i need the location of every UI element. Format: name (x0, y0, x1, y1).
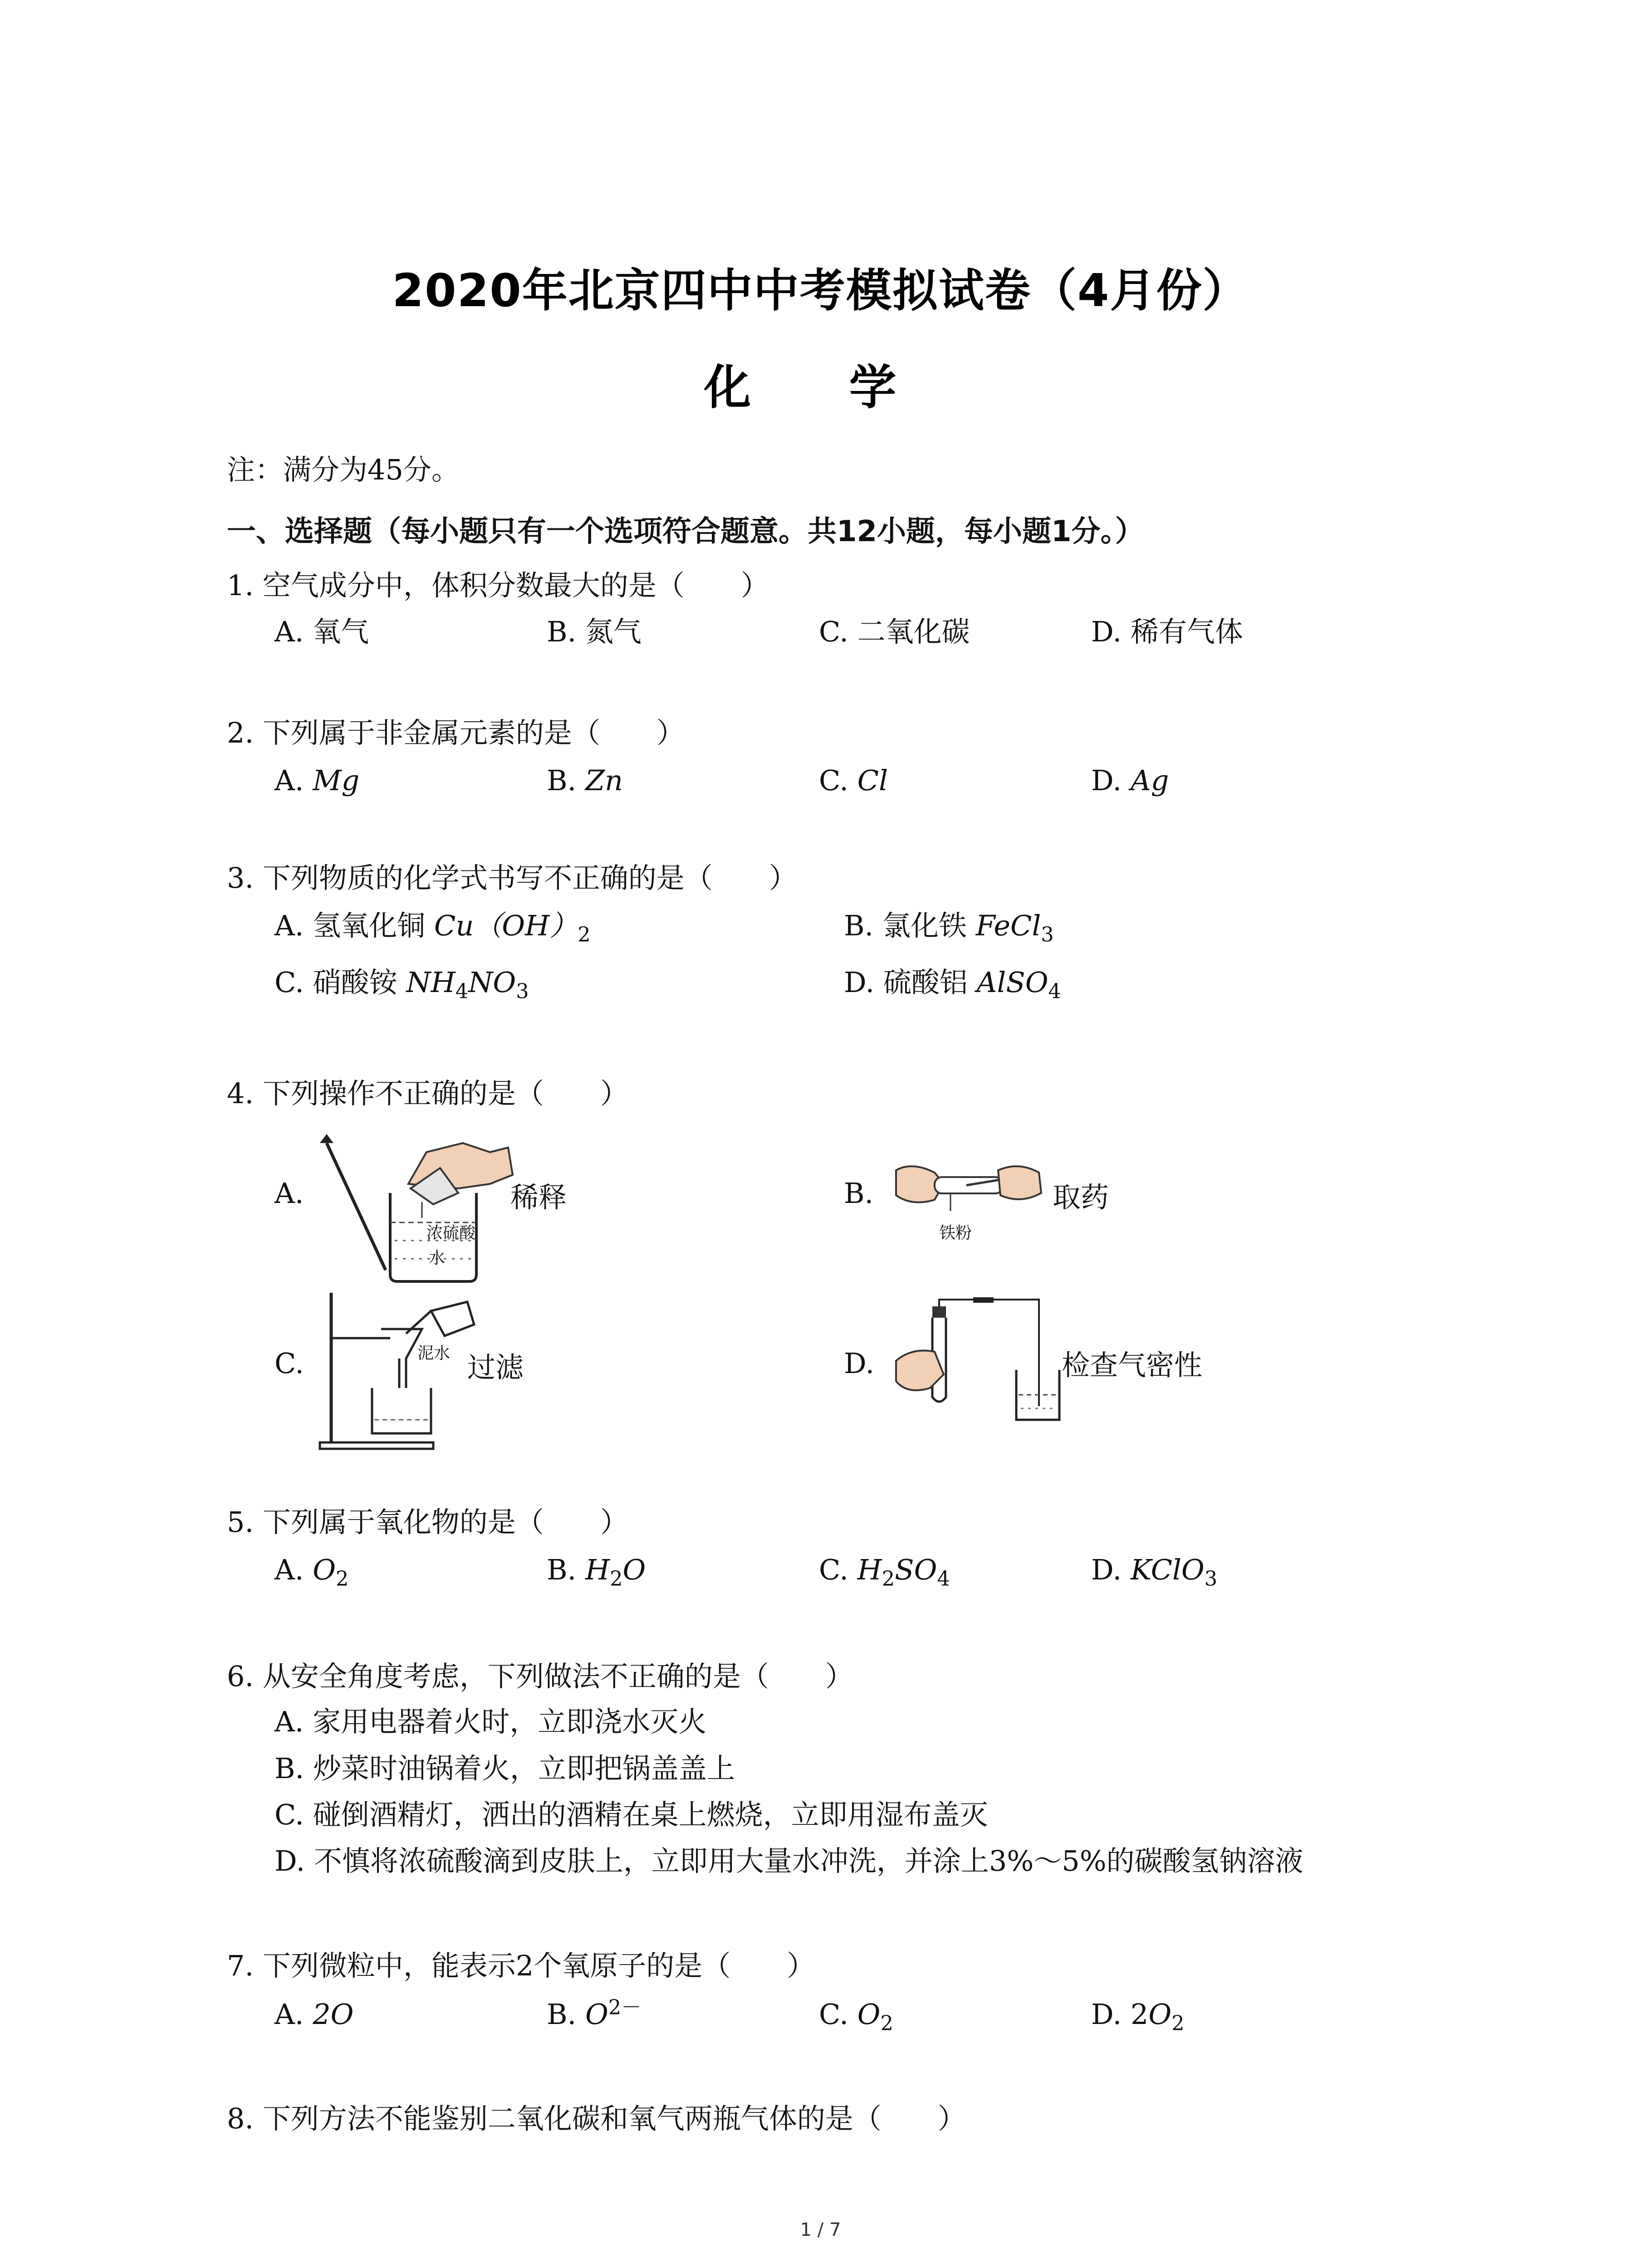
question-7-option-c[interactable]: C. $O_2$ (819, 1998, 893, 2035)
question-3-stem: 3. 下列物质的化学式书写不正确的是（ ） (227, 861, 797, 894)
question-5-option-b[interactable]: B. $H_2O$ (547, 1553, 646, 1591)
question-4-option-a[interactable]: A. (274, 1177, 304, 1210)
question-5-option-c[interactable]: C. $H_2SO_4$ (819, 1553, 950, 1591)
beaker-icon (372, 1388, 431, 1433)
question-2-option-d[interactable]: D. Ag (1091, 764, 1169, 797)
question-6-option-d[interactable]: D. 不慎将浓硫酸滴到皮肤上，立即用大量水冲洗，并涂上3%～5%的碳酸氢钠溶液 (274, 1844, 1303, 1877)
delivery-tube-icon (939, 1300, 1039, 1406)
question-6-option-a[interactable]: A. 家用电器着火时，立即浇水灭火 (274, 1705, 707, 1738)
question-1-stem: 1. 空气成分中，体积分数最大的是（ ） (227, 569, 769, 602)
question-3-option-d[interactable]: D. 硫酸铝 AlSO$_4$ (844, 966, 1061, 1003)
iron-powder-label: 铁粉 (939, 1224, 972, 1242)
question-2-option-b[interactable]: B. Zn (547, 764, 623, 797)
question-6-option-b[interactable]: B. 炒菜时油锅着火，立即把锅盖盖上 (274, 1752, 735, 1785)
question-2-stem: 2. 下列属于非金属元素的是（ ） (227, 716, 685, 749)
question-3-option-a[interactable]: A. 氢氧化铜 $Cu(OH)_2$ (274, 909, 591, 947)
question-1-option-d[interactable]: D. 稀有气体 (1091, 615, 1243, 648)
question-4-stem: 4. 下列操作不正确的是（ ） (227, 1077, 628, 1110)
question-4-option-b[interactable]: B. (844, 1177, 874, 1210)
question-6-stem: 6. 从安全角度考虑，下列做法不正确的是（ ） (227, 1660, 853, 1693)
exam-title: 2020年北京四中中考模拟试卷（4月份） (392, 264, 1249, 317)
stand-base-icon (320, 1442, 433, 1449)
question-2-option-c[interactable]: C. Cl (819, 764, 888, 797)
section-heading: 一、选择题（每小题只有一个选项符合题意。共12小题，每小题1分。） (227, 515, 1144, 548)
muddy-water-label: 泥水 (417, 1344, 451, 1363)
question-5-option-a[interactable]: A. $O_2$ (274, 1553, 349, 1591)
question-2-option-a[interactable]: A. Mg (274, 764, 360, 797)
score-note: 注：满分为45分。 (227, 453, 460, 486)
filtration-figure (318, 1284, 481, 1452)
question-1-option-b[interactable]: B. 氮气 (547, 615, 642, 648)
question-3-option-c[interactable]: C. 硝酸铵 $NH_4NO_3$ (274, 966, 529, 1003)
acid-label: 浓硫酸 (426, 1224, 476, 1242)
dilution-caption: 稀释 (510, 1181, 567, 1214)
question-1-option-a[interactable]: A. 氧气 (274, 615, 369, 648)
question-5-stem: 5. 下列属于氧化物的是（ ） (227, 1505, 628, 1539)
question-1-option-c[interactable]: C. 二氧化碳 (819, 615, 970, 648)
question-6-option-c[interactable]: C. 碰倒酒精灯，洒出的酒精在桌上燃烧，立即用湿布盖灭 (274, 1798, 988, 1831)
question-8-stem: 8. 下列方法不能鉴别二氧化碳和氧气两瓶气体的是（ ） (227, 2102, 966, 2135)
water-label: 水 (429, 1249, 446, 1267)
question-7-stem: 7. 下列微粒中，能表示2个氧原子的是（ ） (227, 1949, 815, 1982)
right-hand-icon (998, 1166, 1041, 1199)
airtightness-figure (894, 1297, 1062, 1429)
powder-caption: 取药 (1053, 1181, 1109, 1214)
filtration-caption: 过滤 (467, 1351, 524, 1384)
question-5-option-d[interactable]: D. KClO$_3$ (1091, 1553, 1218, 1591)
stopper-icon (932, 1306, 946, 1318)
question-3-option-b[interactable]: B. 氯化铁 FeCl$_3$ (844, 909, 1054, 947)
question-4-option-c[interactable]: C. (274, 1347, 304, 1380)
question-4-option-d[interactable]: D. (844, 1347, 875, 1380)
subject-title: 化 学 (704, 360, 937, 415)
question-7-option-a[interactable]: A. 2O (274, 1998, 354, 2031)
page-number: 1 / 7 (800, 2219, 841, 2240)
question-7-option-b[interactable]: B. $O^{2-}$ (547, 1995, 642, 2031)
glass-rod-icon (327, 1143, 386, 1270)
powder-figure (894, 1152, 1043, 1229)
pouring-beaker-icon (431, 1302, 474, 1336)
question-7-option-d[interactable]: D. $2O_2$ (1091, 1998, 1185, 2035)
dilution-figure (318, 1125, 522, 1288)
airtightness-caption: 检查气密性 (1062, 1349, 1203, 1382)
